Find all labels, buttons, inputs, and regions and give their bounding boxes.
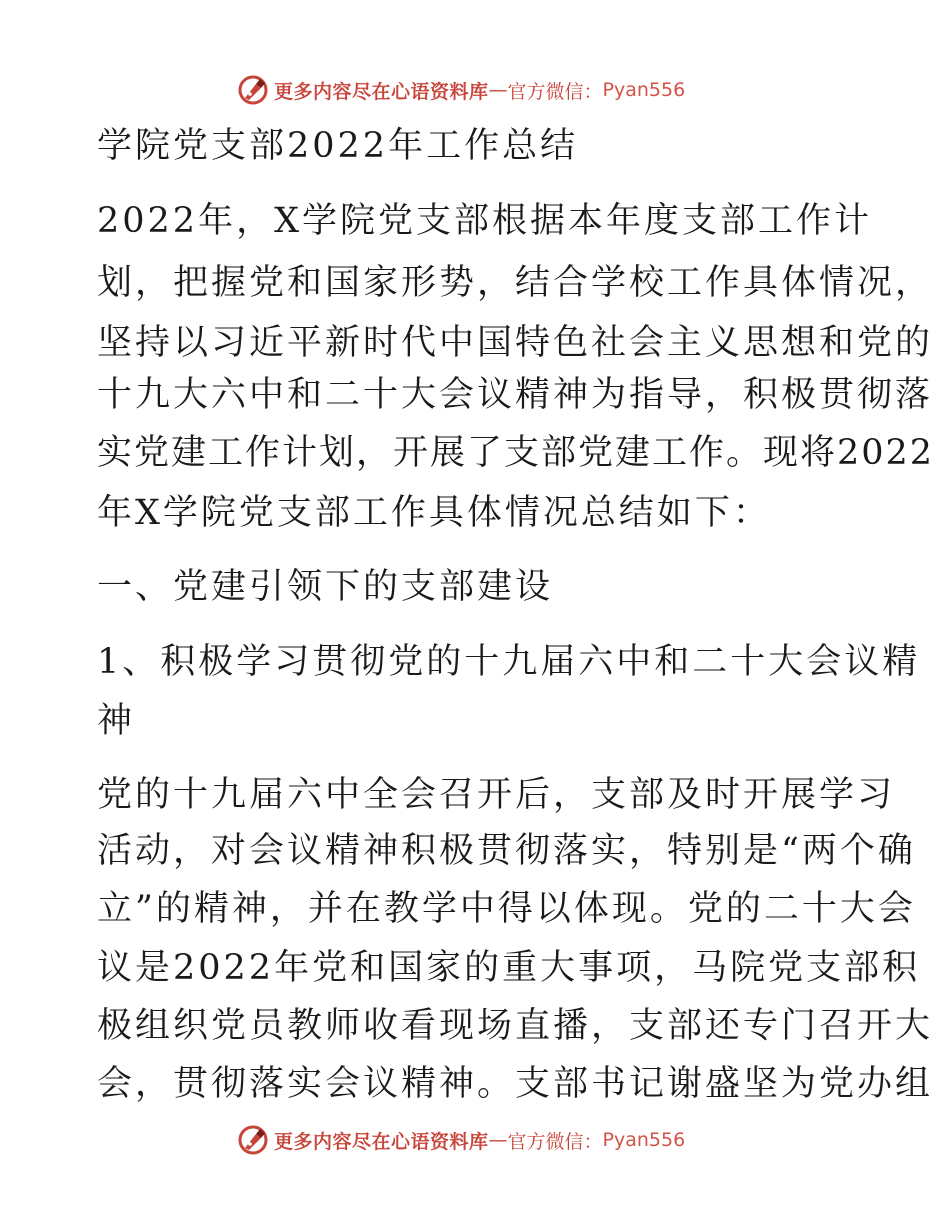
watermark-contact-label: 官方微信：: [507, 80, 603, 103]
intro-line: 实党建工作计划，开展了支部党建工作。现将2022: [97, 433, 935, 473]
watermark-banner-top: [236, 72, 685, 108]
section-heading: 一、党建引领下的支部建设: [97, 567, 554, 607]
watermark-banner-bottom: [236, 1122, 685, 1158]
subsection-heading: 1、积极学习贯彻党的十九届六中和二十大会议精: [97, 642, 921, 682]
document-title: 学院党支部2022年工作总结: [97, 126, 579, 166]
watermark-separator: —: [488, 1129, 508, 1151]
body-line: 立”的精神，并在教学中得以体现。党的二十大会: [97, 889, 916, 929]
intro-line: 年X学院党支部工作具体情况总结如下：: [97, 493, 771, 533]
intro-line: 坚持以习近平新时代中国特色社会主义思想和党的: [97, 323, 934, 363]
body-line: 议是2022年党和国家的重大事项，马院党支部积: [97, 948, 921, 988]
watermark-separator: —: [488, 79, 508, 101]
watermark-contact-id: Pyan556: [602, 1129, 686, 1151]
watermark-contact-label: 官方微信：: [507, 1130, 603, 1153]
body-line: 活动，对会议精神积极贯彻落实，特别是“两个确: [97, 831, 916, 871]
intro-line: 十九大六中和二十大会议精神为指导，积极贯彻落: [97, 375, 934, 415]
intro-line: 划，把握党和国家形势，结合学校工作具体情况，: [97, 263, 934, 303]
watermark-contact-id: Pyan556: [602, 79, 686, 101]
intro-line: 2022年，X学院党支部根据本年度支部工作计: [97, 201, 872, 241]
watermark-main-text: 更多内容尽在心语资料库: [274, 1130, 489, 1153]
body-line: 党的十九届六中全会召开后，支部及时开展学习: [97, 775, 896, 815]
body-line: 极组织党员教师收看现场直播，支部还专门召开大: [97, 1006, 934, 1046]
subsection-heading: 神: [97, 701, 136, 741]
pen-nib-circle-icon: [236, 1123, 270, 1157]
pen-nib-circle-icon: [236, 73, 270, 107]
body-line: 会，贯彻落实会议精神。支部书记谢盛坚为党办组: [97, 1064, 934, 1104]
watermark-main-text: 更多内容尽在心语资料库: [274, 80, 489, 103]
